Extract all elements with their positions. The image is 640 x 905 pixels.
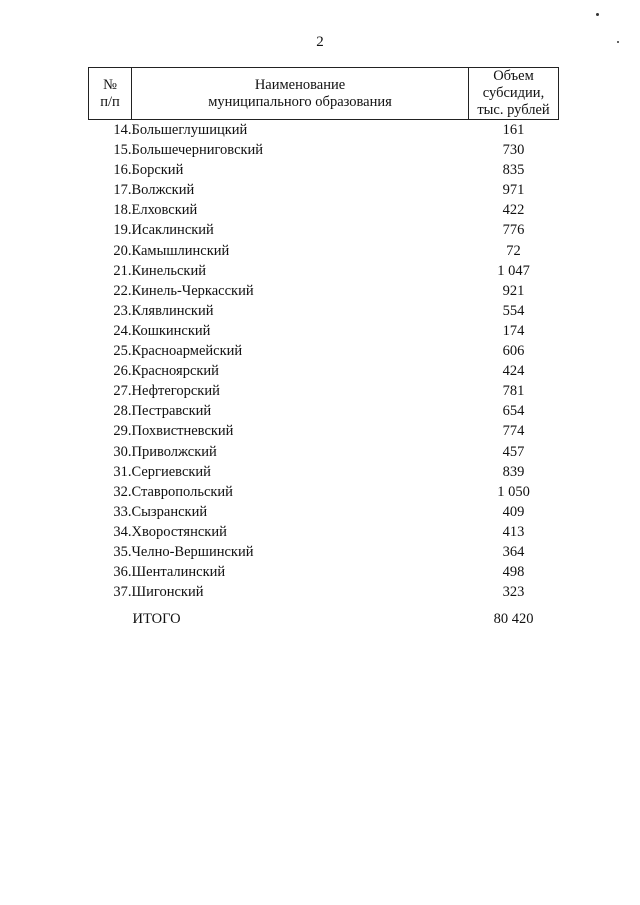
municipality-name: Большечерниговский [131, 142, 264, 159]
subsidy-value: 839 [502, 463, 525, 480]
table-row [89, 241, 559, 261]
row-number: 36. [113, 564, 132, 581]
row-number: 19. [113, 222, 132, 239]
header-vol-line2: субсидии, [482, 85, 545, 101]
subsidy-value: 413 [502, 523, 525, 540]
municipality-name: Кинель-Черкасский [131, 282, 254, 299]
table-row [89, 261, 559, 281]
table-row [89, 120, 559, 141]
table-row [89, 140, 559, 160]
table-row [89, 220, 559, 240]
table-row [89, 562, 559, 582]
row-number: 35. [113, 543, 132, 560]
municipality-name: Пестравский [131, 403, 212, 420]
row-number: 20. [113, 242, 132, 259]
municipality-name: Волжский [131, 182, 195, 199]
row-number: 31. [113, 463, 132, 480]
row-number: 25. [113, 343, 132, 360]
row-number: 33. [113, 503, 132, 520]
row-number: 32. [113, 483, 132, 500]
table-row [89, 542, 559, 562]
municipality-name: Шенталинский [131, 564, 226, 581]
table-row [89, 341, 559, 361]
row-number: 17. [113, 182, 132, 199]
column-header-number [89, 68, 132, 120]
column-header-name [132, 68, 469, 120]
total-number-cell [89, 602, 132, 636]
subsidy-value: 554 [502, 302, 525, 319]
row-number: 15. [113, 142, 132, 159]
row-number: 18. [113, 202, 132, 219]
subsidy-table [88, 67, 559, 636]
municipality-name: Челно-Вершинский [131, 543, 254, 560]
header-num-line1: № [103, 76, 117, 93]
row-number: 23. [113, 302, 132, 319]
municipality-name: Нефтегорский [131, 383, 220, 400]
municipality-name: Исаклинский [131, 222, 214, 239]
table-row [89, 442, 559, 462]
total-value: 80 420 [493, 611, 534, 628]
header-vol-line3: тыс. рублей [477, 102, 550, 118]
row-number: 22. [113, 282, 132, 299]
subsidy-value: 730 [502, 142, 525, 159]
municipality-name: Сызранский [131, 503, 208, 520]
table-row [89, 421, 559, 441]
municipality-name: Хворостянский [131, 523, 227, 540]
table-row [89, 321, 559, 341]
subsidy-value: 776 [502, 222, 525, 239]
table-row [89, 401, 559, 421]
subsidy-value: 835 [502, 162, 525, 179]
subsidy-value: 1 047 [497, 262, 530, 279]
row-number: 26. [113, 363, 132, 380]
municipality-name: Клявлинский [131, 302, 214, 319]
table-header-row [89, 68, 559, 120]
subsidy-value: 72 [506, 242, 521, 259]
table-row [89, 482, 559, 502]
row-number: 27. [113, 383, 132, 400]
municipality-name: Приволжский [131, 443, 217, 460]
municipality-name: Красноярский [131, 363, 219, 380]
header-vol-line1: Объем [493, 68, 534, 84]
subsidy-value: 422 [502, 202, 525, 219]
row-number: 14. [113, 122, 132, 138]
subsidy-value: 409 [502, 503, 525, 520]
total-label: ИТОГО [132, 611, 181, 628]
municipality-name: Красноармейский [131, 343, 243, 360]
subsidy-value: 457 [502, 443, 525, 460]
row-number: 21. [113, 262, 132, 279]
subsidy-value: 1 050 [497, 483, 530, 500]
table-row [89, 180, 559, 200]
row-number: 34. [113, 523, 132, 540]
table-row [89, 200, 559, 220]
table-row [89, 281, 559, 301]
subsidy-value: 174 [502, 322, 525, 339]
subsidy-value: 606 [502, 343, 525, 360]
table-row [89, 582, 559, 602]
municipality-name: Сергиевский [131, 463, 211, 480]
subsidy-value: 774 [502, 423, 525, 440]
municipality-name: Кошкинский [131, 322, 211, 339]
table-row [89, 522, 559, 542]
municipality-name: Большеглушицкий [131, 122, 248, 138]
subsidy-value: 498 [502, 564, 525, 581]
scan-speck [617, 41, 619, 43]
row-number: 24. [113, 322, 132, 339]
municipality-name: Камышлинский [131, 242, 230, 259]
row-number: 30. [113, 443, 132, 460]
table-row [89, 361, 559, 381]
subsidy-value: 424 [502, 363, 525, 380]
subsidy-value: 654 [502, 403, 525, 420]
header-num-line2: п/п [100, 93, 120, 110]
municipality-name: Похвистневский [131, 423, 234, 440]
table-row [89, 160, 559, 180]
row-number: 29. [113, 423, 132, 440]
subsidy-value: 921 [502, 282, 525, 299]
header-name-line1: Наименование [254, 76, 346, 93]
subsidy-value: 161 [502, 122, 525, 138]
row-number: 16. [113, 162, 132, 179]
scan-speck [596, 13, 599, 16]
municipality-name: Ставропольский [131, 483, 233, 500]
column-header-volume [469, 68, 559, 120]
municipality-name: Кинельский [131, 262, 206, 279]
header-name-line2: муниципального образования [208, 93, 392, 110]
row-number: 37. [113, 584, 132, 601]
total-row [89, 602, 559, 636]
municipality-name: Шигонский [131, 584, 204, 601]
municipality-name: Борский [131, 162, 184, 179]
table-row [89, 381, 559, 401]
row-number: 28. [113, 403, 132, 420]
table-row [89, 301, 559, 321]
table-row [89, 462, 559, 482]
page-number: 2 [316, 34, 324, 50]
subsidy-value: 364 [502, 543, 525, 560]
table-row [89, 502, 559, 522]
subsidy-value: 323 [502, 584, 525, 601]
subsidy-value: 971 [502, 182, 525, 199]
subsidy-value: 781 [502, 383, 525, 400]
municipality-name: Елховский [131, 202, 198, 219]
